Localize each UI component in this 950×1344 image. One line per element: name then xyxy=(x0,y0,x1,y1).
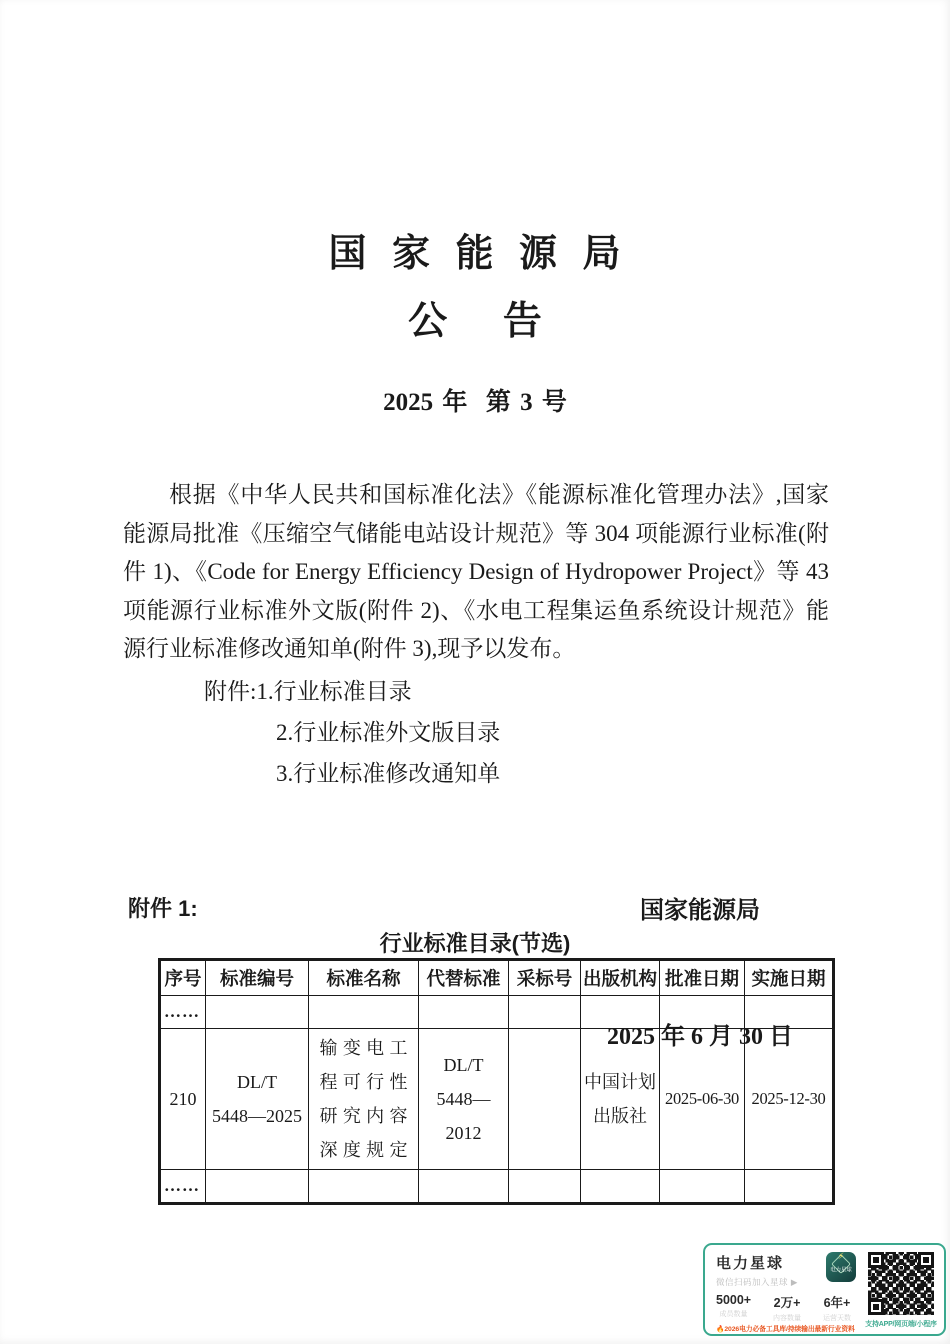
cell-adopt-no xyxy=(509,1029,581,1170)
header-impl-date: 实施日期 xyxy=(745,960,834,996)
app-icon xyxy=(826,1252,856,1282)
table-title: 行业标准目录(节选) xyxy=(379,931,571,956)
cell-empty xyxy=(206,1170,309,1204)
standards-table xyxy=(158,958,835,1205)
cell-empty xyxy=(581,996,660,1029)
qr-finder-icon xyxy=(918,1252,934,1268)
promo-subtitle: 微信扫码加入星球 ▶ xyxy=(716,1277,798,1287)
table-header-row xyxy=(160,960,834,996)
body-paragraph: 根据《中华人民共和国标准化法》《能源标准化管理办法》,国家能源局批准《压缩空气储能电站设计规范》等 304 项能源行业标准(附件 1)、《Code for Energy Efficiency Design of Hydropower Project》等 43 项能源行业标准外文版(附件 2)、《水电工程集运鱼系统设计规范》能源行业标准修改通知单(附件 3),现予以发布。 xyxy=(123,482,829,661)
cell-replaces: DL/T 5448—2012 xyxy=(419,1029,509,1170)
issue-number: 2025 年 第 3 号 xyxy=(383,389,567,416)
promo-stats xyxy=(716,1293,865,1323)
agency-title: 国 家 能 源 局 xyxy=(328,233,622,275)
cell-empty xyxy=(660,1170,745,1204)
qr-finder-icon xyxy=(868,1299,884,1315)
announcement-title: 公 告 xyxy=(408,300,542,343)
header-adopt-no: 采标号 xyxy=(509,960,581,996)
app-icon-label: 电力星球 xyxy=(830,1268,852,1274)
cell-ellipsis: …… xyxy=(160,1170,206,1204)
cell-empty xyxy=(745,1170,834,1204)
attachment-item xyxy=(204,712,500,753)
lightning-icon: ⚡ xyxy=(837,1251,845,1261)
cell-empty xyxy=(309,1170,419,1204)
header-approve-date: 批准日期 xyxy=(660,960,745,996)
promo-card xyxy=(703,1243,946,1336)
header-std-no: 标准编号 xyxy=(206,960,309,996)
header-name: 标准名称 xyxy=(309,960,419,996)
cell-empty xyxy=(509,996,581,1029)
stat-years: 6年+ 运营天数 xyxy=(822,1296,851,1322)
cell-empty xyxy=(419,1170,509,1204)
cell-empty xyxy=(206,996,309,1029)
header-seq: 序号 xyxy=(160,960,206,996)
appendix-label: 附件 1: xyxy=(128,896,198,921)
header-replaces: 代替标准 xyxy=(419,960,509,996)
cell-empty xyxy=(509,1170,581,1204)
table-row-ellipsis xyxy=(160,1170,834,1204)
attachments-list xyxy=(204,671,500,794)
table-row-ellipsis xyxy=(160,996,834,1029)
qr-code xyxy=(868,1252,934,1315)
cell-ellipsis: …… xyxy=(160,996,206,1029)
cell-empty xyxy=(419,996,509,1029)
promo-title: 电力星球 xyxy=(716,1255,785,1272)
cell-impl-date: 2025-12-30 xyxy=(745,1029,834,1170)
sign-date: 2025 年 6 月 30 日 xyxy=(607,1024,793,1050)
attachment-item xyxy=(204,753,500,794)
attachments-prefix: 附件: xyxy=(204,679,257,704)
cell-seq: 210 xyxy=(160,1029,206,1170)
cell-std-no: DL/T 5448—2025 xyxy=(206,1029,309,1170)
cell-empty xyxy=(309,996,419,1029)
attachment-item-2: 2.行业标准外文版目录 xyxy=(276,720,501,745)
qr-finder-icon xyxy=(868,1252,884,1268)
attachment-item-3: 3.行业标准修改通知单 xyxy=(276,761,501,786)
cell-empty xyxy=(581,1170,660,1204)
signer-name: 国家能源局 xyxy=(640,898,760,924)
stat-members: 5000+ 成员数量 xyxy=(716,1293,752,1318)
cell-approve-date: 2025-06-30 xyxy=(660,1029,745,1170)
attachment-item-1: 1.行业标准目录 xyxy=(256,679,412,704)
table-row xyxy=(160,1029,834,1170)
cell-empty xyxy=(660,996,745,1029)
cell-empty xyxy=(745,996,834,1029)
cell-publisher: 中国计划 出版社 xyxy=(581,1029,660,1170)
header-publisher: 出版机构 xyxy=(581,960,660,996)
cell-name: 输变电工程可行性研究内容深度规定 xyxy=(309,1029,419,1170)
attachment-item xyxy=(204,671,500,712)
qr-caption: 支持APP/网页端/小程序 xyxy=(865,1321,937,1328)
stat-contents: 2万+ 内容数量 xyxy=(773,1296,802,1322)
promo-tagline: 🔥2026电力必备工具库/持续输出最新行业资料 xyxy=(716,1326,855,1333)
